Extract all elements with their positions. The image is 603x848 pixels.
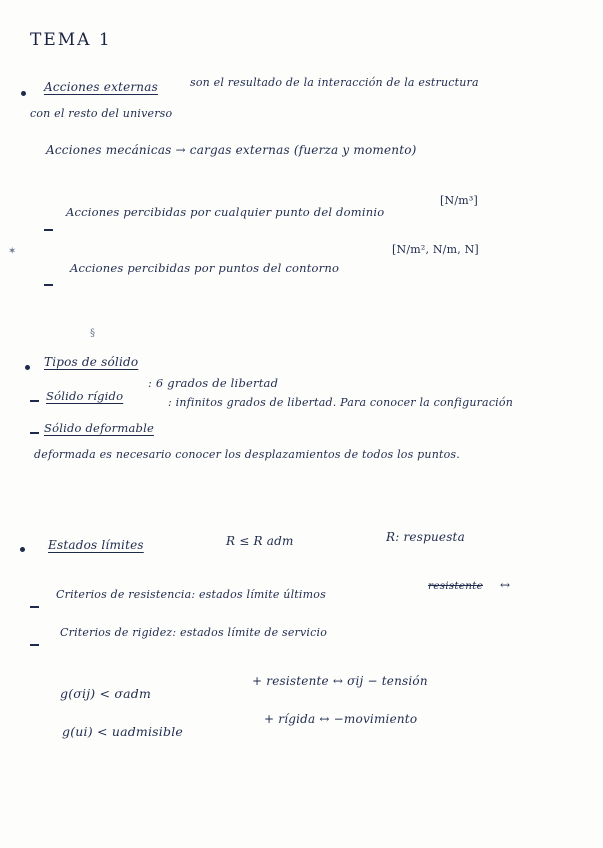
stray-mark: ✶ [8,246,17,257]
equation-displacement: g(ui) < uadmisible [62,724,183,739]
acciones-contorno-item: Acciones percibidas por puntos del contorno [70,261,340,275]
estados-formula: R ≤ R adm [226,534,294,548]
solido-rigido-text: : 6 grados de libertad [148,376,279,390]
dash-marker [44,284,53,286]
section-heading-tipos: Tipos de sólido [44,355,139,369]
crossed-out-word: resistente [428,580,483,592]
dash-marker [30,606,39,608]
dash-marker [44,229,53,231]
bullet-point [21,91,26,96]
solido-deformable-text: : infinitos grados de libertad. Para conocer la configuración [168,396,514,409]
stray-mark: § [90,328,95,339]
dash-marker [30,432,39,434]
bullet-point [20,547,25,552]
bullet-point [25,365,30,370]
page-title: TEMA 1 [30,30,112,50]
acciones-definition-cont: con el resto del universo [30,107,173,120]
respuesta-definition: R: respuesta [386,530,465,544]
equation-displacement-note: + rígida ↔ −movimiento [264,712,418,726]
acciones-mecanicas-line: Acciones mecánicas → cargas externas (fuerza y momento) [46,143,417,157]
dash-marker [30,644,39,646]
contorno-units: [N/m², N/m, N] [392,243,479,256]
solido-deformable-label: Sólido deformable [44,421,154,435]
criterio-rigidez: Criterios de rigidez: estados límite de servicio [60,626,328,639]
dash-marker [30,400,39,402]
acciones-dominio-item: Acciones percibidas por cualquier punto del dominio [66,205,385,219]
dominio-units: [N/m³] [440,194,478,207]
equation-stress-note: + resistente ↔ σij − tensión [252,674,428,688]
criterio-resistencia: Criterios de resistencia: estados límite últimos [56,588,326,601]
equation-stress: g(σij) < σadm [60,686,152,701]
section-heading-acciones: Acciones externas [44,80,158,94]
solido-rigido-label: Sólido rígido [46,389,124,403]
solido-deformable-cont: deformada es necesario conocer los desplazamientos de todos los puntos. [34,448,460,461]
crossed-arrow: ↔ [500,578,511,592]
section-heading-estados: Estados límites [48,538,144,552]
acciones-definition: son el resultado de la interacción de la estructura [190,76,479,89]
